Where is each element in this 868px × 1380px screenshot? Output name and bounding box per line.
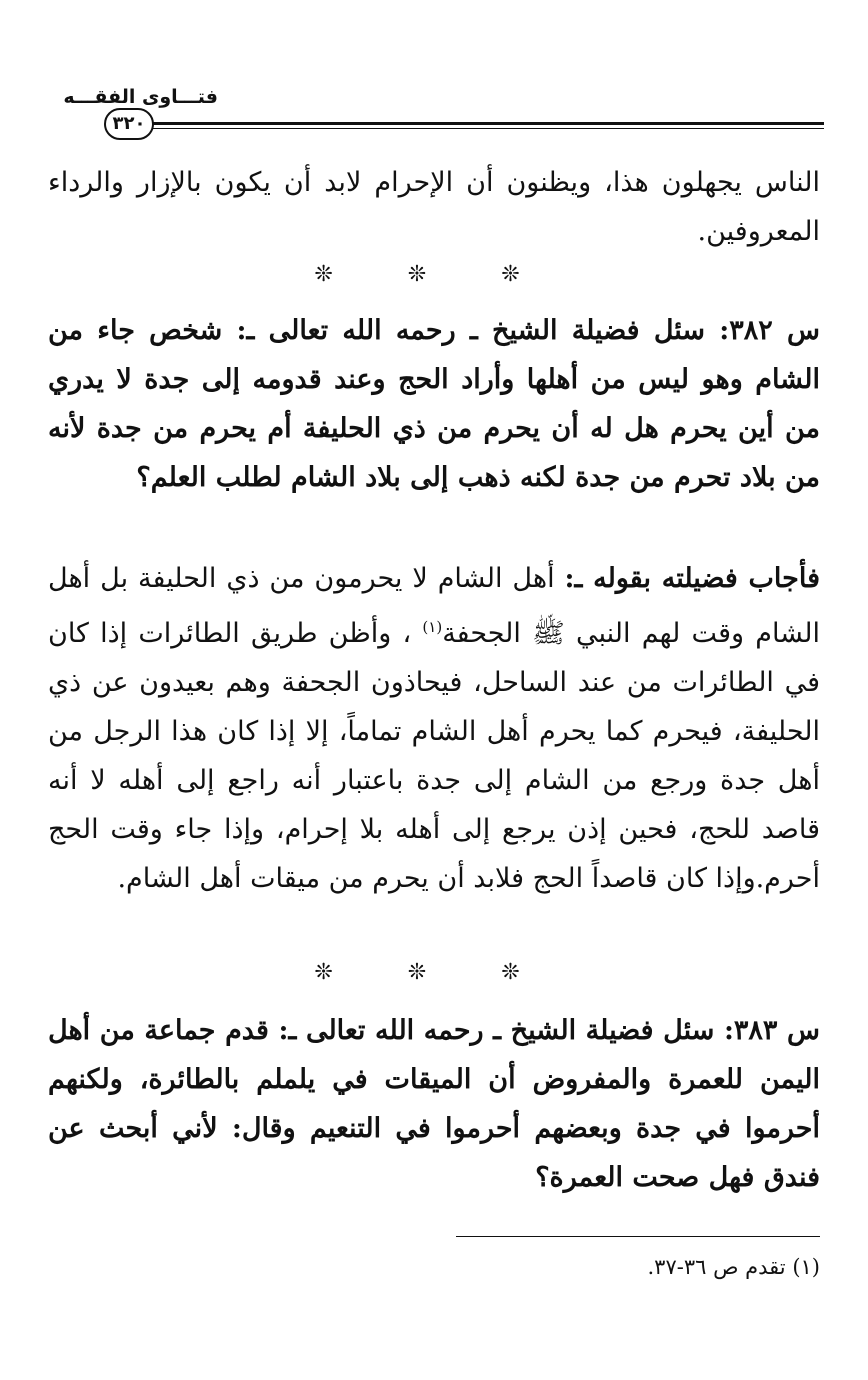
footnote-reference: (١) [422,618,443,636]
answer-382-text-part1: أهل الشام لا يحرمون من ذي الحليفة بل أهل الشام وقت لهم النبي ﷺ الجحفة [48,563,820,649]
question-383-text: قدم جماعة من أهل اليمن للعمرة والمفروض أن الميقات في يلملم بالطائرة، ولكنهم أحرموا في جدة وبعضهم أحرموا في التنعيم وقال: لأني أبحث عن فندق فهل صحت العمرة؟ [48,1015,820,1193]
answer-382-label: فأجاب فضيلته بقوله ـ: [564,563,820,594]
question-382 [48,306,820,502]
question-383 [48,1006,820,1202]
header-rule-thick [152,122,824,125]
page-number: ٣٢٠ [104,108,154,140]
intro-text: الناس يجهلون هذا، ويظنون أن الإحرام لابد أن يكون بالإزار والرداء المعروفين. [48,167,820,247]
question-383-label: س ٣٨٣: سئل فضيلة الشيخ ـ رحمه الله تعالى ـ: [278,1015,820,1046]
footnote: (١) تقدم ص ٣٦-٣٧. [647,1255,820,1279]
question-382-label: س ٣٨٢: سئل فضيلة الشيخ ـ رحمه الله تعالى ـ: [236,315,821,346]
answer-382 [48,554,820,903]
answer-382-text-part2: ، وأظن طريق الطائرات إذا كان في الطائرات من عند الساحل، فيحاذون الجحفة وهم بعيدون عن ذي الحليفة، فيحرم كما يحرم أهل الشام تماماً، إلا إذا كان هذا الرجل من أهل جدة ورجع من الشام إلى جدة باعتبار أنه راجع إلى أهله لا أنه قاصد للحج، فحين إذن يرجع إلى أهله بلا إحرام، وإذا جاء وقت الحج أحرم.وإذا كان قاصداً الحج فلابد أن يحرم من ميقات أهل الشام. [48,618,820,894]
section-separator-2: ❊ ❊ ❊ [314,960,554,985]
footnote-rule [456,1236,820,1237]
question-382-text: شخص جاء من الشام وهو ليس من أهلها وأراد الحج وعند قدومه إلى جدة لا يدري من أين يحرم هل له أن يحرم من ذي الحليفة أم يحرم من جدة لأنه من بلاد تحرم من جدة لكنه ذهب إلى بلاد الشام لطلب العلم؟ [48,315,820,493]
section-separator: ❊ ❊ ❊ [314,262,554,287]
intro-paragraph [48,158,820,256]
header-rule-thin [152,128,824,129]
running-header-title: فتـــاوى الفقـــه [63,86,218,108]
